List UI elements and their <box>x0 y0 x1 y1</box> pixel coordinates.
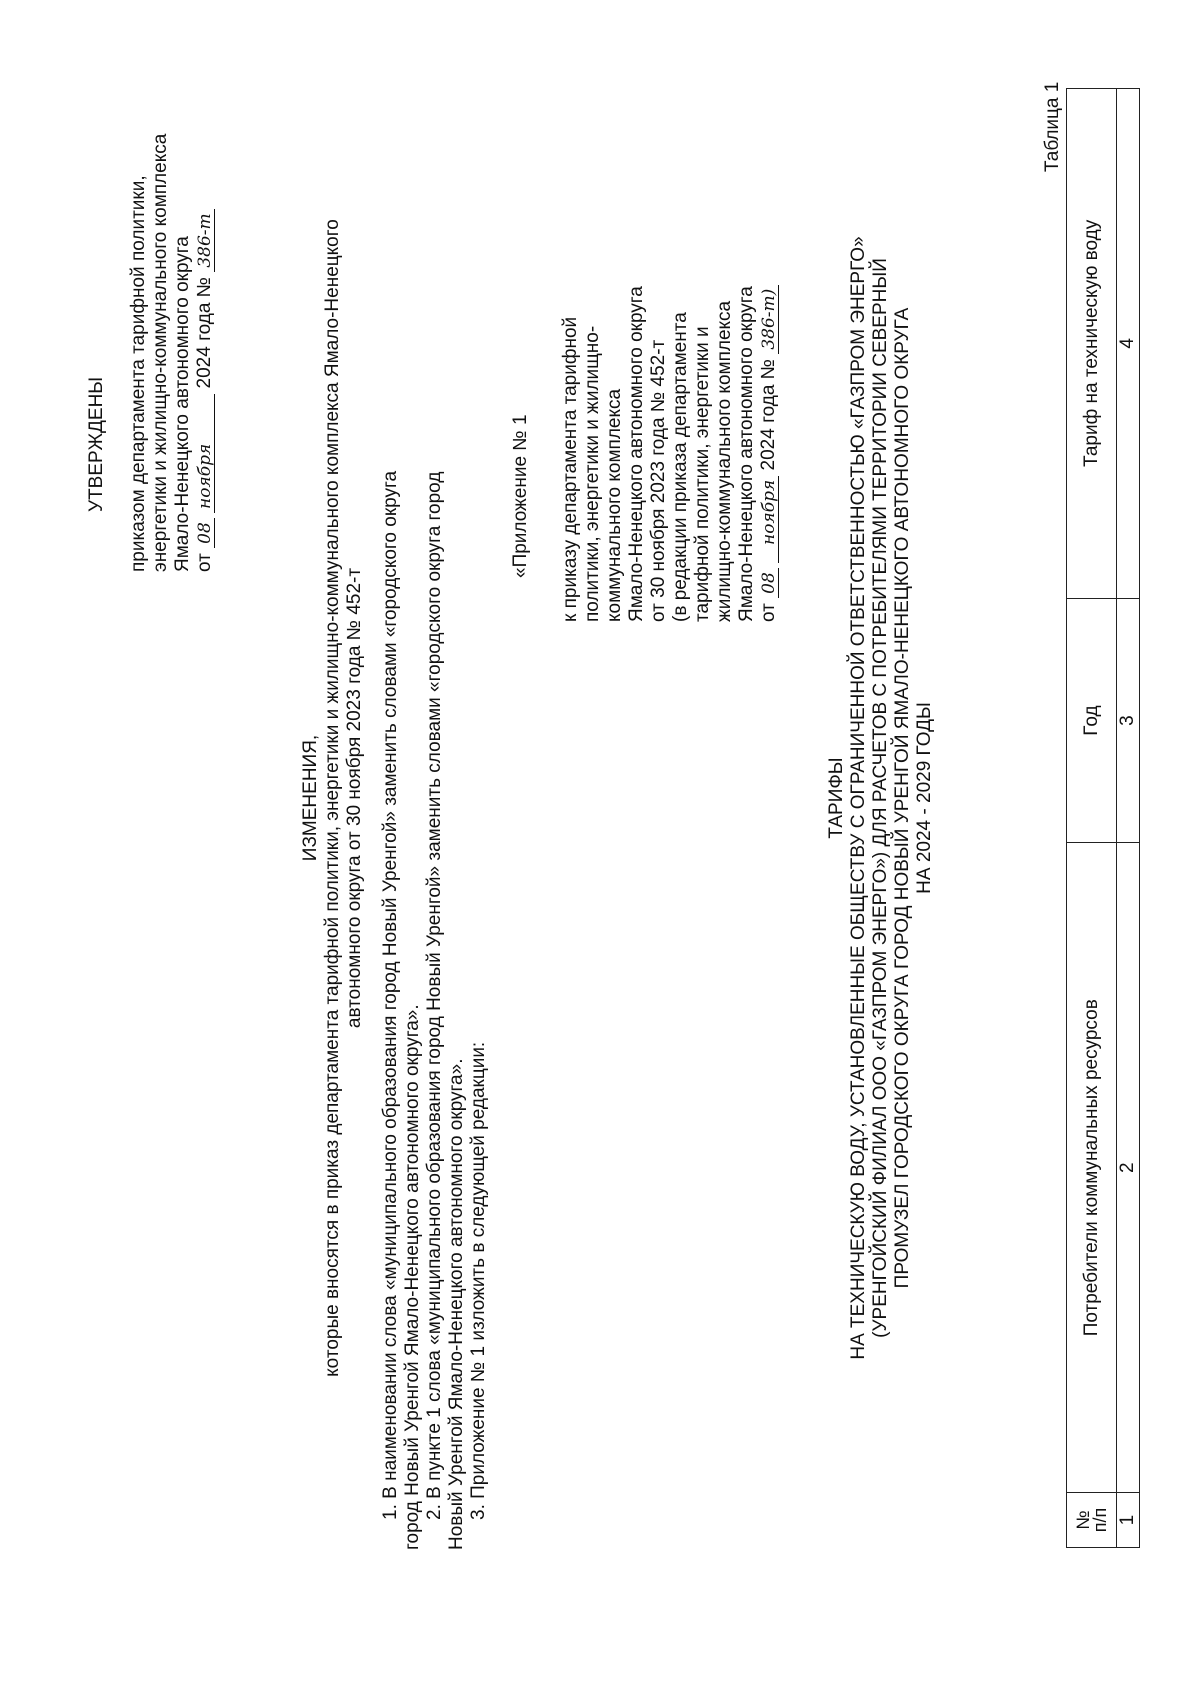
appendix-line-6: (в редакции приказа департамента <box>670 312 691 622</box>
tariffs-title: ТАРИФЫ <box>826 757 847 839</box>
approval-title: УТВЕРЖДЕНЫ <box>86 376 107 512</box>
header-year: Год <box>1067 598 1117 843</box>
tariffs-line-1: НА ТЕХНИЧЕСКУЮ ВОДУ, УСТАНОВЛЕННЫЕ ОБЩЕСТВУ С ОГРАНИЧЕННОЙ ОТВЕТСТВЕННОСТЬЮ «ГАЗПРОМ ЭНЕРГО» <box>848 236 869 1360</box>
appendix-date-line <box>758 285 779 622</box>
appendix-line-3: коммунального комплекса <box>604 388 625 622</box>
change-item-2-line-2: Новый Уренгой Ямало-Ненецкого автономного округа». <box>446 1058 467 1550</box>
approval-number: 386-т <box>196 209 215 271</box>
approval-date-month: ноября <box>196 394 215 513</box>
col-number-1: 1 <box>1117 1493 1140 1548</box>
approval-line-2: энергетики и жилищно-коммунального комплекса <box>150 133 171 572</box>
header-consumers: Потребители коммунальных ресурсов <box>1067 843 1117 1493</box>
appendix-line-2: политики, энергетики и жилищно- <box>582 325 603 622</box>
col-number-2: 2 <box>1117 843 1140 1493</box>
approval-date-line <box>194 209 215 572</box>
change-item-1-line-2: город Новый Уренгой Ямало-Ненецкого автономного округа». <box>402 1004 423 1550</box>
appendix-line-5: от 30 ноября 2023 года № 452-т <box>648 339 669 622</box>
col-number-3: 3 <box>1117 598 1140 843</box>
appendix-line-1: к приказу департамента тарифной <box>560 316 581 622</box>
change-item-2-line-1: 2. В пункте 1 слова «муниципального образования город Новый Уренгой» заменить словами «городского округа город <box>424 471 445 1520</box>
approval-line-1: приказом департамента тарифной политики, <box>128 175 149 572</box>
approval-line-3: Ямало-Ненецкого автономного округа <box>172 236 193 572</box>
table-number-row <box>1117 89 1140 1548</box>
appendix-line-4: Ямало-Ненецкого автономного округа <box>626 286 647 622</box>
appendix-line-8: жилищно-коммунального комплекса <box>714 300 735 622</box>
changes-title: ИЗМЕНЕНИЯ, <box>300 734 321 862</box>
appendix-number: 386-т) <box>760 285 779 354</box>
table-label: Таблица 1 <box>1042 81 1063 172</box>
table-header-row <box>1067 89 1117 1548</box>
appendix-date-prefix: от <box>758 603 779 622</box>
appendix-date-day: 08 <box>760 568 779 598</box>
header-number: № п/п <box>1067 1493 1117 1548</box>
change-item-3: 3. Приложение № 1 изложить в следующей редакции: <box>468 1041 489 1520</box>
appendix-line-7: тарифной политики, энергетики и <box>692 326 713 622</box>
tariffs-line-3: ПРОМУЗЕЛ ГОРОДСКОГО ОКРУГА ГОРОД НОВЫЙ УРЕНГОЙ ЯМАЛО-НЕНЕЦКОГО АВТОНОМНОГО ОКРУГА <box>892 307 913 1289</box>
appendix-title: «Приложение № 1 <box>510 414 531 578</box>
changes-subtitle-1: которые вносятся в приказ департамента тарифной политики, энергетики и жилищно-коммунального комплекса Ямало-Ненецкого <box>322 219 343 1377</box>
approval-date-day: 08 <box>196 518 215 548</box>
changes-subtitle-2: автономного округа от 30 ноября 2023 года № 452-т <box>344 567 365 1029</box>
approval-date-year: 2024 года № <box>194 276 215 389</box>
appendix-line-9: Ямало-Ненецкого автономного округа <box>736 286 757 622</box>
appendix-date-year: 2024 года № <box>758 358 779 471</box>
header-tariff: Тариф на техническую воду <box>1067 89 1117 599</box>
change-item-1-line-1: 1. В наименовании слова «муниципального образования город Новый Уренгой» заменить словами «городского округа <box>380 470 401 1520</box>
col-number-4: 4 <box>1117 89 1140 599</box>
approval-date-prefix: от <box>194 553 215 572</box>
tariffs-line-4: НА 2024 - 2029 ГОДЫ <box>914 702 935 894</box>
tariffs-line-2: (УРЕНГОЙСКИЙ ФИЛИАЛ ООО «ГАЗПРОМ ЭНЕРГО») ДЛЯ РАСЧЕТОВ С ПОТРЕБИТЕЛЯМИ ТЕРРИТОРИИ СЕВЕРНЫЙ <box>870 258 891 1338</box>
appendix-date-month: ноября <box>760 476 779 563</box>
tariff-table <box>1066 88 1140 1548</box>
